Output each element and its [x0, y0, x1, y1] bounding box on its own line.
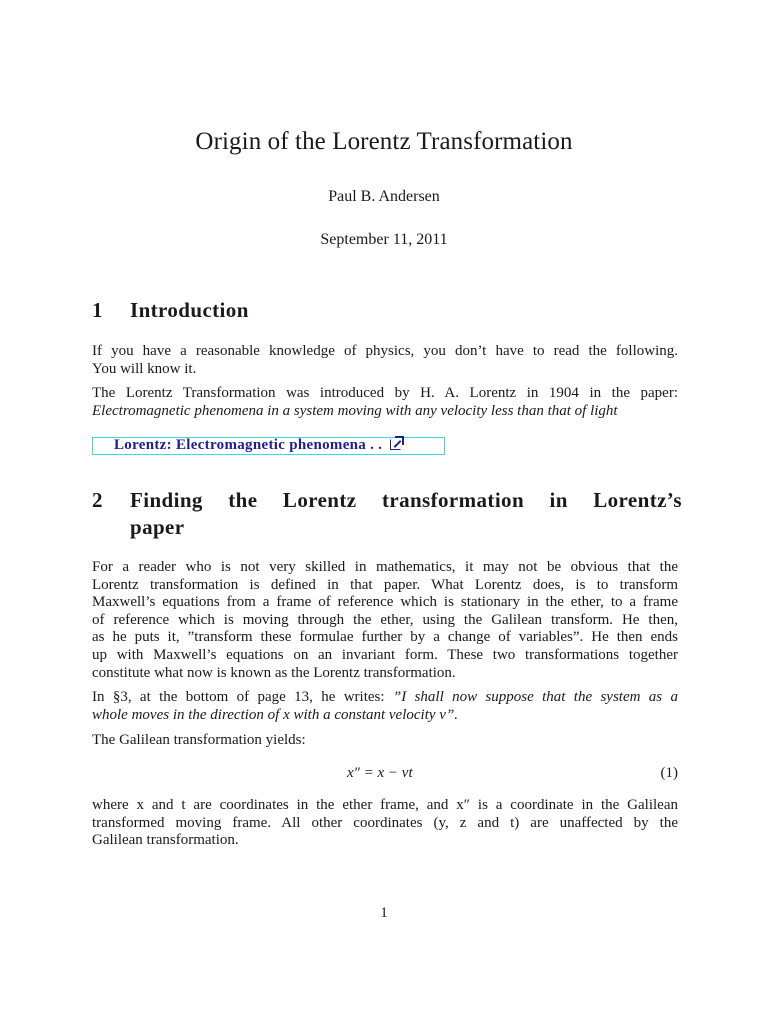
intro-paragraph-2 [92, 385, 678, 420]
text-line: where x and t are coordinates in the ether frame, and x″ is a coordinate in the Galilean [92, 797, 678, 813]
section-number: 1 [92, 298, 103, 322]
text-line: of reference which is moving through the ether, using the Galilean transform. He then, [92, 611, 678, 628]
quotation: ”I shall now suppose that the system as a [392, 689, 678, 705]
external-link-icon[interactable] [390, 439, 401, 450]
section-2-paragraph-1 [92, 559, 678, 682]
text-line: constitute what now is known as the Lorentz transformation. [92, 664, 456, 681]
text-line: The Galilean transformation yields: [92, 732, 306, 748]
text-line: You will know it. [92, 360, 197, 377]
section-2-paragraph-2 [92, 689, 678, 724]
page-number: 1 [380, 905, 388, 921]
section-1-heading [92, 297, 682, 324]
author-name: Paul B. Andersen [328, 188, 440, 205]
paper-title-citation: Electromagnetic phenomena in a system moving with any velocity less than that of light [92, 402, 618, 419]
text-line: as he puts it, ”transform these formulae further by a change of variables”. He then ends [92, 629, 678, 646]
section-2-paragraph-4 [92, 797, 678, 850]
text-line: Lorentz transformation is defined in that paper. What Lorentz does, is to transform [92, 576, 678, 593]
link-label[interactable]: Lorentz: Electromagnetic phenomena . . [114, 437, 383, 453]
section-number: 2 [92, 488, 103, 512]
section-title-line-1: Finding the Lorentz transformation in Lorentz’s [130, 488, 682, 512]
text-line: For a reader who is not very skilled in mathematics, it may not be obvious that the [92, 559, 678, 575]
intro-paragraph-1 [92, 343, 678, 378]
document-title: Origin of the Lorentz Transformation [195, 128, 573, 155]
equation-formula: x″ = x − vt [347, 765, 413, 781]
section-2-paragraph-3 [92, 732, 678, 750]
quotation: whole moves in the direction of x with a constant velocity v”. [92, 706, 459, 723]
text-line: transformed moving frame. All other coordinates (y, z and t) are unaffected by the [92, 814, 678, 831]
section-title: Introduction [130, 298, 249, 322]
document-date: September 11, 2011 [320, 231, 448, 248]
lorentz-paper-link[interactable] [114, 437, 401, 454]
text-line [92, 689, 678, 707]
text-line: The Lorentz Transformation was introduced by H. A. Lorentz in 1904 in the paper: [92, 385, 678, 401]
text-run: In §3, at the bottom of page 13, he writes: [92, 689, 393, 705]
text-line: Maxwell’s equations from a frame of reference which is stationary in the ether, to a frame [92, 594, 678, 611]
section-title-line-2: paper [130, 515, 185, 539]
text-line: up with Maxwell’s equations on an invariant form. These two transformations together [92, 646, 678, 663]
text-line: Galilean transformation. [92, 832, 239, 849]
text-line: If you have a reasonable knowledge of physics, you don’t have to read the following. [92, 343, 678, 359]
section-2-heading [92, 487, 682, 541]
equation-number: (1) [660, 765, 678, 781]
